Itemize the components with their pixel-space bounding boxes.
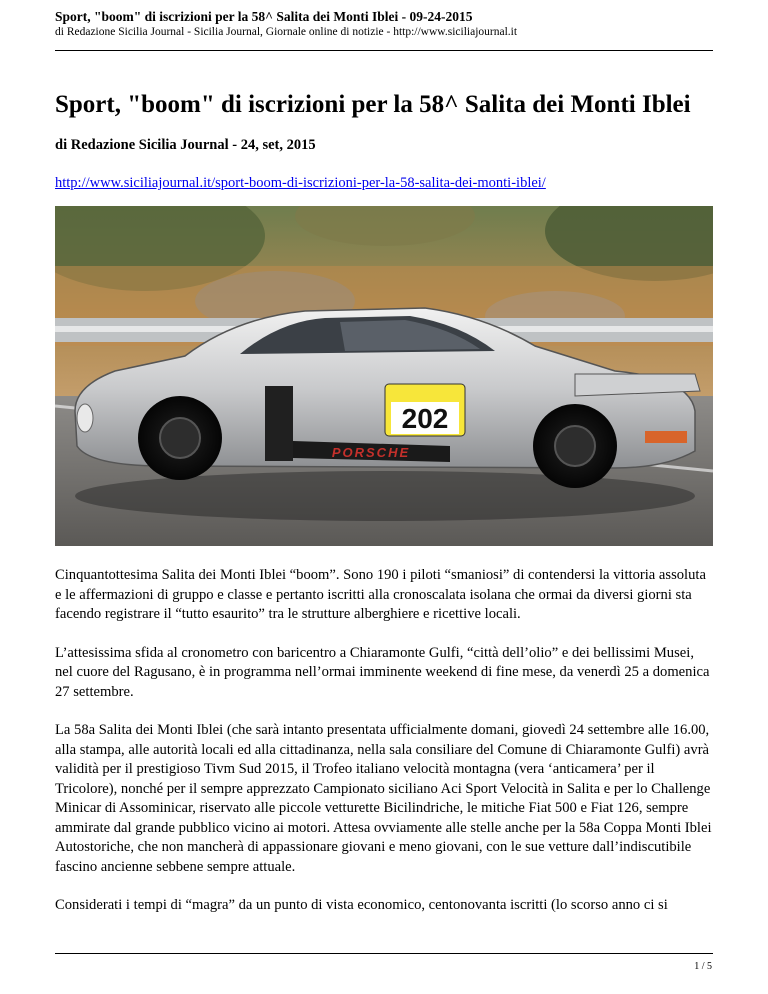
article-hero-image [55, 206, 713, 546]
article-title: Sport, "boom" di iscrizioni per la 58^ Salita dei Monti Iblei [55, 91, 691, 118]
page-number: 1 / 5 [694, 961, 712, 972]
article-source-link[interactable]: http://www.siciliajournal.it/sport-boom-di-iscrizioni-per-la-58-salita-dei-monti-iblei/ [55, 175, 546, 191]
header-divider [55, 50, 713, 51]
article-paragraph: L’attesissima sfida al cronometro con baricentro a Chiaramonte Gulfi, “città dell’olio” e dei bellissimi Musei, nel cuore del Ragusano, è in programma nell’ormai imminente weekend di fine mese, da venerdì 25 a domenica 27 settembre. [55, 644, 710, 700]
article-byline: di Redazione Sicilia Journal - 24, set, 2015 [55, 137, 316, 153]
footer-divider [55, 953, 713, 954]
article-paragraph: Considerati i tempi di “magra” da un punto di vista economico, centonovanta iscritti (lo scorso anno ci si [55, 897, 668, 913]
article-body [55, 566, 713, 935]
article-paragraph: La 58a Salita dei Monti Iblei (che sarà intanto presentata ufficialmente domani, giovedì 24 settembre alle 16.00, alla stampa, alle autorità locali ed alla cittadinanza, nella sala consiliare del Comune di Chiaramonte Gulfi) avrà validità per il prestigioso Tivm Sud 2015, il Trofeo italiano velocità montagna (vera ‘anticamera’ per il Tricolore), nonché per il sempre apprezzato Campionato siciliano Aci Sport Velocità in Salita e per lo Challenge Minicar di Assominicar, riservato alle piccole vetturette Bicilindriche, le mitiche Fiat 500 e Fiat 126, sempre ammirate dal grande pubblico vicino ai motori. Attesa ovviamente alle stelle anche per la 58a Coppa Monti Iblei Autostoriche, che non mancherà di appassionare giovani e meno giovani, con le sue vetture dall’indiscutibile fascino ancienne sebbene sempre attuale. [55, 722, 712, 875]
header-title: Sport, "boom" di iscrizioni per la 58^ Salita dei Monti Iblei - 09-24-2015 [55, 9, 473, 24]
page-header [55, 8, 713, 40]
header-subtitle: di Redazione Sicilia Journal - Sicilia Journal, Giornale online di notizie - http://www.siciliajournal.it [55, 26, 518, 38]
article-paragraph: Cinquantottesima Salita dei Monti Iblei “boom”. Sono 190 i piloti “smaniosi” di contendersi la vittoria assoluta e le affermazioni di gruppo e classe e pertanto iscritti alla cronoscalata isolana che ormai da diversi giorni sta facendo registrare il “tutto esaurito” tra le strutture alberghiere e ricettive locali. [55, 567, 706, 622]
race-number-text: 202 [401, 403, 449, 434]
car-brand-text: PORSCHE [331, 445, 411, 460]
